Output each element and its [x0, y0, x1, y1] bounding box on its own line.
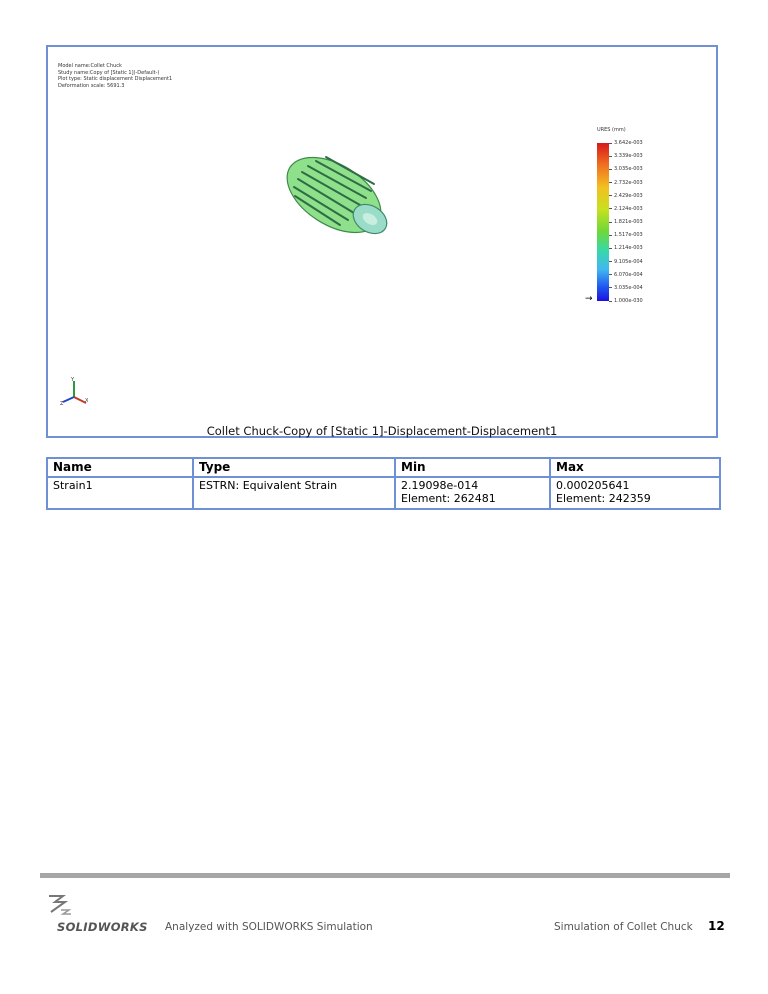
table-row	[47, 477, 720, 509]
axis-triad-icon	[60, 377, 90, 407]
result-plot-figure	[46, 45, 718, 438]
legend-tick-mark	[609, 261, 612, 262]
min-marker-arrow-icon: →	[585, 294, 593, 304]
legend-tick-label: 6.070e-004	[614, 271, 643, 278]
legend-tick-mark	[609, 222, 612, 223]
displacement-colorbar	[597, 143, 609, 301]
legend-tick-label: 3.035e-004	[614, 284, 643, 291]
legend-tick-label: 2.429e-003	[614, 192, 643, 199]
info-deformation-scale: Deformation scale: 5691.3	[58, 82, 125, 89]
brand-name: SOLIDWORKS	[57, 920, 148, 934]
legend-tick-mark	[609, 274, 612, 275]
legend-tick-mark	[609, 182, 612, 183]
header-type: Type	[193, 458, 395, 477]
footer-analyzed-with: Analyzed with SOLIDWORKS Simulation	[165, 921, 373, 933]
min-value: 2.19098e-014	[401, 479, 479, 492]
legend-tick-label: 3.035e-003	[614, 166, 643, 173]
legend-tick-mark	[609, 248, 612, 249]
legend-tick-mark	[609, 195, 612, 196]
legend-tick-label: 1.000e-030	[614, 298, 643, 304]
cell-name: Strain1	[47, 477, 193, 509]
legend-tick-label: 2.732e-003	[614, 179, 643, 186]
results-table	[46, 457, 721, 510]
legend-tick-mark	[609, 169, 612, 170]
legend-tick-mark	[609, 287, 612, 288]
legend-tick-label: 1.821e-003	[614, 219, 643, 225]
figure-caption: Collet Chuck-Copy of [Static 1]-Displacement-Displacement1	[206, 424, 558, 438]
header-max: Max	[550, 458, 720, 477]
legend-tick-label: 1.517e-003	[614, 232, 643, 239]
solidworks-logo-icon	[45, 890, 73, 918]
triad-z-label: Z	[60, 401, 64, 407]
legend-tick-label: 3.339e-003	[614, 153, 643, 160]
footer-document-title: Simulation of Collet Chuck	[554, 921, 693, 933]
info-plot-type: Plot type: Static displacement Displacement1	[58, 76, 173, 83]
info-model-name: Model name:Collet Chuck	[58, 63, 122, 69]
legend-tick-mark	[609, 301, 612, 302]
legend-tick-mark	[609, 156, 612, 157]
cell-type: ESTRN: Equivalent Strain	[193, 477, 395, 509]
triad-x-label: X	[85, 398, 89, 404]
triad-y-label: Y	[71, 377, 75, 383]
legend-tick-label: 9.105e-004	[614, 258, 643, 265]
cell-min	[395, 477, 550, 509]
info-study-name: Study name:Copy of [Static 1](-Default-)	[58, 69, 160, 76]
cell-max	[550, 477, 720, 509]
legend-tick-label: 3.642e-003	[614, 140, 643, 146]
max-value: 0.000205641	[556, 479, 630, 492]
legend-title: URES (mm)	[597, 127, 626, 133]
plot-info-block	[58, 63, 172, 89]
min-element: Element: 262481	[401, 492, 496, 505]
footer-divider	[40, 873, 730, 878]
page-number: 12	[708, 919, 725, 933]
legend-tick-label: 1.214e-003	[614, 245, 643, 252]
legend-tick-mark	[609, 143, 612, 144]
max-element: Element: 242359	[556, 492, 651, 505]
table-header-row	[47, 458, 720, 477]
header-name: Name	[47, 458, 193, 477]
legend-tick-mark	[609, 235, 612, 236]
header-min: Min	[395, 458, 550, 477]
legend-tick-mark	[609, 208, 612, 209]
collet-chuck-model	[276, 147, 396, 257]
legend-tick-label: 2.124e-003	[614, 205, 643, 212]
